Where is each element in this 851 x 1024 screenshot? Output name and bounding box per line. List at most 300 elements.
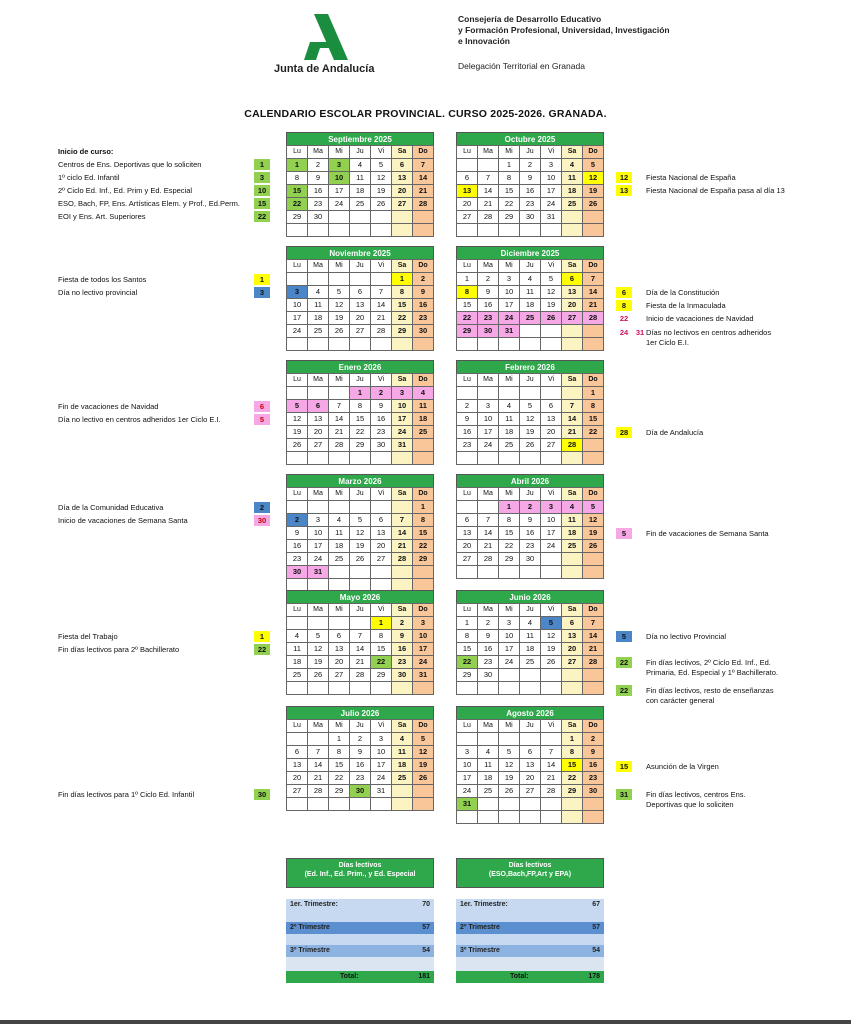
day-cell: 22 <box>287 198 308 211</box>
month-calendar <box>286 590 434 695</box>
day-cell: 23 <box>478 656 499 669</box>
day-cell: 2 <box>287 514 308 527</box>
weekday-header: Ju <box>520 604 541 617</box>
day-cell: 12 <box>308 643 329 656</box>
weekday-header: Ma <box>478 488 499 501</box>
day-cell: 18 <box>562 185 583 198</box>
day-cell: 4 <box>308 286 329 299</box>
day-cell: 25 <box>562 198 583 211</box>
day-cell: 14 <box>308 759 329 772</box>
summary-value: 67 <box>592 901 600 908</box>
day-cell <box>287 452 308 465</box>
weekday-header: Lu <box>457 720 478 733</box>
legend-badge: 22 <box>254 644 270 655</box>
day-cell: 9 <box>287 527 308 540</box>
summary-row <box>286 899 434 911</box>
day-cell <box>287 224 308 237</box>
weekday-header: Vi <box>371 488 392 501</box>
legend-badge: 8 <box>616 300 632 311</box>
legend-row <box>58 789 194 801</box>
day-cell <box>583 566 604 579</box>
day-cell: 19 <box>371 185 392 198</box>
weekday-header: Do <box>413 604 434 617</box>
weekday-header: Do <box>583 488 604 501</box>
weekday-header: Sa <box>392 374 413 387</box>
day-cell: 27 <box>541 439 562 452</box>
day-cell <box>457 811 478 824</box>
day-cell <box>329 566 350 579</box>
legend-label: Fin de vacaciones de Navidad <box>58 402 159 411</box>
legend-row <box>58 502 163 514</box>
day-cell: 19 <box>583 185 604 198</box>
summary-total-row <box>456 971 604 983</box>
day-cell <box>520 566 541 579</box>
day-cell: 25 <box>562 540 583 553</box>
weekday-header: Ju <box>350 260 371 273</box>
legend-text <box>646 686 774 706</box>
summary-value: 57 <box>592 924 600 931</box>
day-cell: 17 <box>392 413 413 426</box>
legend-badge: 31 <box>616 789 632 800</box>
day-cell: 7 <box>478 172 499 185</box>
day-cell <box>562 224 583 237</box>
legend-label: Inicio de curso: <box>58 147 114 156</box>
weekday-header: Mi <box>499 488 520 501</box>
day-cell <box>371 501 392 514</box>
day-cell <box>371 338 392 351</box>
day-cell <box>392 452 413 465</box>
day-cell <box>457 566 478 579</box>
day-cell: 9 <box>583 746 604 759</box>
day-cell: 15 <box>371 643 392 656</box>
day-cell: 16 <box>520 185 541 198</box>
day-cell: 22 <box>457 312 478 325</box>
day-cell <box>413 798 434 811</box>
day-cell: 21 <box>583 643 604 656</box>
day-cell: 24 <box>308 553 329 566</box>
day-cell: 28 <box>562 439 583 452</box>
day-cell: 15 <box>457 299 478 312</box>
month-calendar <box>286 474 434 592</box>
day-cell <box>478 811 499 824</box>
weekday-header: Lu <box>457 604 478 617</box>
legend-text <box>646 186 785 196</box>
summary-heading-line: Días lectivos <box>338 862 382 869</box>
day-cell: 29 <box>499 211 520 224</box>
day-cell <box>350 211 371 224</box>
day-cell: 26 <box>583 540 604 553</box>
day-cell: 4 <box>562 501 583 514</box>
summary-gap <box>286 911 434 922</box>
day-cell <box>308 387 329 400</box>
day-cell <box>562 798 583 811</box>
day-cell: 11 <box>562 172 583 185</box>
legend-label: Día de la Comunidad Educativa <box>58 503 164 512</box>
summary-gap <box>456 911 604 922</box>
day-cell: 11 <box>499 413 520 426</box>
day-cell: 24 <box>499 656 520 669</box>
bottom-border <box>0 1020 851 1024</box>
day-cell <box>562 682 583 695</box>
day-cell <box>562 325 583 338</box>
day-cell: 17 <box>308 540 329 553</box>
day-cell <box>350 224 371 237</box>
legend-label: EOI y Ens. Art. Superiores <box>58 212 146 221</box>
day-cell: 10 <box>478 413 499 426</box>
day-cell <box>392 224 413 237</box>
day-cell: 7 <box>562 400 583 413</box>
day-cell <box>583 553 604 566</box>
day-cell: 24 <box>329 198 350 211</box>
day-cell <box>520 325 541 338</box>
day-cell <box>308 338 329 351</box>
day-cell <box>499 669 520 682</box>
day-cell <box>392 338 413 351</box>
weekday-header: Ma <box>308 374 329 387</box>
weekday-header: Lu <box>457 488 478 501</box>
day-cell: 27 <box>371 553 392 566</box>
weekday-header: Mi <box>499 604 520 617</box>
org-name: Junta de Andalucía <box>274 63 375 75</box>
day-cell: 11 <box>562 514 583 527</box>
day-cell: 29 <box>562 785 583 798</box>
day-cell <box>371 273 392 286</box>
day-cell <box>392 798 413 811</box>
legend-badge: 15 <box>616 761 632 772</box>
day-cell: 21 <box>583 299 604 312</box>
weekday-header: Ma <box>478 260 499 273</box>
day-cell: 9 <box>392 630 413 643</box>
legend-line: Fin días lectivos, resto de enseñanzas <box>646 686 774 695</box>
day-cell <box>350 273 371 286</box>
legend-label: Fiesta de todos los Santos <box>58 275 147 284</box>
day-cell: 21 <box>562 426 583 439</box>
day-cell <box>583 338 604 351</box>
weekday-header: Do <box>583 260 604 273</box>
day-cell: 30 <box>583 785 604 798</box>
day-cell: 1 <box>583 387 604 400</box>
weekday-header: Ju <box>350 720 371 733</box>
day-cell <box>562 669 583 682</box>
legend-row <box>58 159 201 171</box>
legend-line: Fin de vacaciones de Semana Santa <box>646 529 769 538</box>
month-days-grid <box>286 603 434 695</box>
weekday-header: Sa <box>392 146 413 159</box>
day-cell <box>562 211 583 224</box>
legend-badge: 30 <box>254 789 270 800</box>
day-cell: 8 <box>287 172 308 185</box>
legend-badge: 30 <box>254 515 270 526</box>
month-calendar <box>456 706 604 824</box>
weekday-header: Sa <box>562 374 583 387</box>
day-cell <box>287 387 308 400</box>
weekday-header: Vi <box>371 260 392 273</box>
day-cell: 5 <box>413 733 434 746</box>
day-cell <box>287 273 308 286</box>
day-cell: 13 <box>308 413 329 426</box>
day-cell: 3 <box>392 387 413 400</box>
day-cell: 9 <box>350 746 371 759</box>
day-cell: 13 <box>562 630 583 643</box>
day-cell: 28 <box>478 211 499 224</box>
day-cell <box>350 452 371 465</box>
day-cell: 29 <box>371 669 392 682</box>
month-days-grid <box>456 719 604 824</box>
day-cell: 7 <box>541 746 562 759</box>
weekday-header: Sa <box>392 604 413 617</box>
weekday-header: Lu <box>287 146 308 159</box>
day-cell: 7 <box>329 400 350 413</box>
weekday-header: Lu <box>287 604 308 617</box>
day-cell: 12 <box>541 630 562 643</box>
legend-badge: 3 <box>254 287 270 298</box>
month-title: Octubre 2025 <box>456 132 604 145</box>
day-cell: 5 <box>499 746 520 759</box>
day-cell: 16 <box>520 527 541 540</box>
summary-total-row <box>286 971 434 983</box>
weekday-header: Do <box>413 488 434 501</box>
legend-line: Día de Andalucía <box>646 428 704 437</box>
day-cell <box>413 439 434 452</box>
day-cell: 7 <box>392 514 413 527</box>
day-cell <box>287 682 308 695</box>
weekday-header: Ma <box>308 146 329 159</box>
day-cell <box>520 811 541 824</box>
day-cell: 21 <box>541 772 562 785</box>
day-cell: 5 <box>583 159 604 172</box>
day-cell <box>329 617 350 630</box>
month-days-grid <box>456 603 604 695</box>
day-cell: 17 <box>499 643 520 656</box>
day-cell: 21 <box>478 198 499 211</box>
legend-badge: 22 <box>616 313 632 324</box>
day-cell <box>499 224 520 237</box>
day-cell <box>457 224 478 237</box>
day-cell: 1 <box>457 617 478 630</box>
summary-row <box>286 922 434 934</box>
day-cell: 2 <box>371 387 392 400</box>
legend-label: Día no lectivo en centros adheridos 1er Ciclo E.I. <box>58 415 221 424</box>
month-title: Diciembre 2025 <box>456 246 604 259</box>
weekday-header: Ju <box>520 146 541 159</box>
weekday-header: Lu <box>457 260 478 273</box>
day-cell <box>413 452 434 465</box>
day-cell: 26 <box>541 312 562 325</box>
day-cell: 10 <box>413 630 434 643</box>
day-cell: 27 <box>287 785 308 798</box>
day-cell: 1 <box>562 733 583 746</box>
day-cell: 30 <box>350 785 371 798</box>
day-cell: 15 <box>499 185 520 198</box>
day-cell <box>308 617 329 630</box>
day-cell: 4 <box>392 733 413 746</box>
weekday-header: Ma <box>308 488 329 501</box>
day-cell: 26 <box>413 772 434 785</box>
day-cell <box>457 733 478 746</box>
day-cell: 10 <box>392 400 413 413</box>
day-cell: 30 <box>308 211 329 224</box>
weekday-header: Vi <box>541 146 562 159</box>
day-cell: 22 <box>329 772 350 785</box>
day-cell: 5 <box>541 273 562 286</box>
day-cell: 28 <box>371 325 392 338</box>
legend-badge: 1 <box>254 274 270 285</box>
day-cell <box>478 682 499 695</box>
day-cell: 17 <box>287 312 308 325</box>
day-cell: 24 <box>287 325 308 338</box>
weekday-header: Do <box>583 374 604 387</box>
day-cell: 27 <box>457 553 478 566</box>
weekday-header: Sa <box>392 720 413 733</box>
day-cell: 8 <box>562 746 583 759</box>
day-cell: 22 <box>499 540 520 553</box>
day-cell: 4 <box>562 159 583 172</box>
day-cell: 10 <box>541 172 562 185</box>
day-cell <box>329 224 350 237</box>
day-cell: 12 <box>583 172 604 185</box>
day-cell: 29 <box>392 325 413 338</box>
day-cell: 12 <box>499 759 520 772</box>
day-cell: 5 <box>541 617 562 630</box>
day-cell: 7 <box>413 159 434 172</box>
junta-logo-icon <box>300 14 348 60</box>
day-cell: 15 <box>329 759 350 772</box>
legend-badge: 3 <box>254 172 270 183</box>
weekday-header: Ju <box>350 374 371 387</box>
day-cell: 6 <box>308 400 329 413</box>
day-cell: 13 <box>457 527 478 540</box>
day-cell: 25 <box>478 785 499 798</box>
day-cell: 7 <box>478 514 499 527</box>
day-cell: 18 <box>520 643 541 656</box>
day-cell: 12 <box>413 746 434 759</box>
day-cell <box>478 566 499 579</box>
consejeria-line: Consejería de Desarrollo Educativo <box>458 14 602 24</box>
legend-text <box>646 762 719 772</box>
day-cell: 27 <box>392 198 413 211</box>
weekday-header: Vi <box>371 720 392 733</box>
day-cell: 18 <box>287 656 308 669</box>
day-cell: 14 <box>583 630 604 643</box>
day-cell: 1 <box>371 617 392 630</box>
consejeria-line: y Formación Profesional, Universidad, Investigación <box>458 25 670 35</box>
day-cell: 22 <box>583 426 604 439</box>
day-cell: 14 <box>478 527 499 540</box>
legend-badge: 24 <box>616 327 632 338</box>
legend-row <box>58 198 240 210</box>
day-cell: 14 <box>413 172 434 185</box>
legend-label: Centros de Ens. Deportivas que lo soliciten <box>58 160 202 169</box>
day-cell: 22 <box>371 656 392 669</box>
day-cell: 27 <box>457 211 478 224</box>
day-cell: 8 <box>499 514 520 527</box>
day-cell <box>478 501 499 514</box>
day-cell: 24 <box>457 785 478 798</box>
month-calendar <box>286 706 434 811</box>
weekday-header: Ma <box>478 604 499 617</box>
summary-row <box>286 945 434 957</box>
day-cell: 12 <box>520 413 541 426</box>
summary-heading-line: (Ed. Inf., Ed. Prim., y Ed. Especial <box>304 871 416 878</box>
month-title: Mayo 2026 <box>286 590 434 603</box>
day-cell: 3 <box>499 273 520 286</box>
weekday-header: Do <box>413 260 434 273</box>
day-cell <box>371 224 392 237</box>
summary-table <box>456 858 604 983</box>
day-cell: 1 <box>287 159 308 172</box>
day-cell: 17 <box>541 185 562 198</box>
day-cell: 28 <box>583 312 604 325</box>
delegacion: Delegación Territorial en Granada <box>458 61 585 71</box>
day-cell: 15 <box>562 759 583 772</box>
day-cell: 10 <box>308 527 329 540</box>
weekday-header: Lu <box>287 720 308 733</box>
day-cell: 23 <box>371 426 392 439</box>
month-calendar <box>286 360 434 465</box>
day-cell: 5 <box>520 400 541 413</box>
day-cell: 17 <box>541 527 562 540</box>
day-cell <box>541 553 562 566</box>
weekday-header: Ma <box>308 604 329 617</box>
day-cell: 6 <box>457 172 478 185</box>
day-cell <box>308 273 329 286</box>
day-cell: 5 <box>329 286 350 299</box>
weekday-header: Ma <box>308 260 329 273</box>
day-cell: 25 <box>520 312 541 325</box>
summary-heading-line: Días lectivos <box>508 862 552 869</box>
legend-badge: 6 <box>616 287 632 298</box>
day-cell: 12 <box>541 286 562 299</box>
day-cell: 20 <box>457 198 478 211</box>
month-days-grid <box>286 145 434 237</box>
day-cell: 20 <box>562 299 583 312</box>
consejeria-name <box>458 14 670 47</box>
day-cell: 2 <box>457 400 478 413</box>
legend-row <box>58 172 120 184</box>
day-cell <box>583 811 604 824</box>
legend-label: 2º Ciclo Ed. Inf., Ed. Prim y Ed. Especial <box>58 186 193 195</box>
day-cell: 20 <box>371 540 392 553</box>
legend-badge: 13 <box>616 185 632 196</box>
day-cell <box>562 811 583 824</box>
day-cell: 16 <box>583 759 604 772</box>
month-calendar <box>286 246 434 351</box>
day-cell: 30 <box>371 439 392 452</box>
day-cell: 31 <box>413 669 434 682</box>
summary-gap <box>456 957 604 971</box>
day-cell: 25 <box>308 325 329 338</box>
day-cell: 16 <box>478 643 499 656</box>
day-cell: 27 <box>562 312 583 325</box>
day-cell: 19 <box>287 426 308 439</box>
weekday-header: Mi <box>329 146 350 159</box>
day-cell <box>478 224 499 237</box>
day-cell <box>287 798 308 811</box>
day-cell: 1 <box>499 501 520 514</box>
summary-gap <box>456 888 604 899</box>
legend-line: Fiesta Nacional de España <box>646 173 736 182</box>
day-cell <box>583 439 604 452</box>
summary-row <box>456 945 604 957</box>
day-cell: 25 <box>413 426 434 439</box>
day-cell: 21 <box>371 312 392 325</box>
day-cell <box>329 211 350 224</box>
day-cell: 2 <box>392 617 413 630</box>
day-cell: 4 <box>287 630 308 643</box>
day-cell <box>478 159 499 172</box>
day-cell <box>308 682 329 695</box>
day-cell: 9 <box>520 514 541 527</box>
